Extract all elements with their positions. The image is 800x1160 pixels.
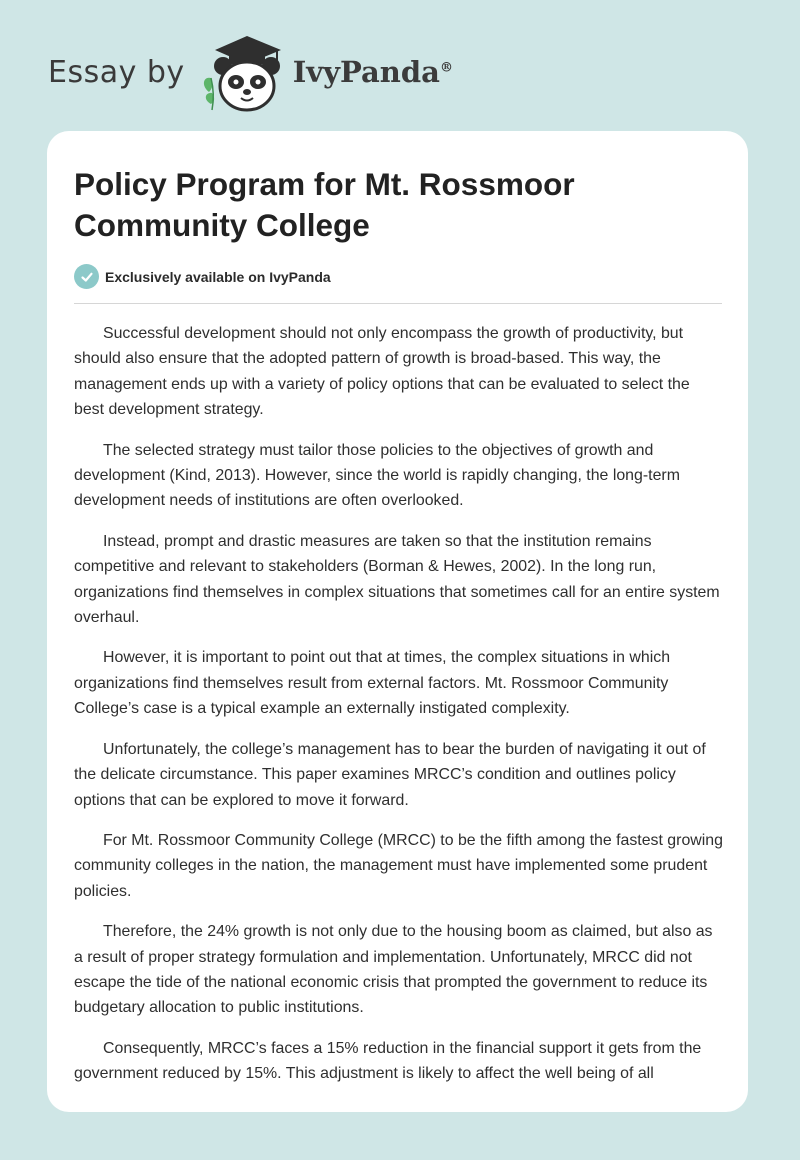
paragraph: Therefore, the 24% growth is not only due to the housing boom as claimed, but also as a result of proper strategy formulation and implementation. Unfortunately, MRCC did not escape the tide of the national economic crisis that prompted the government to reduce its budgetary allocation to public institutions.	[74, 923, 713, 1017]
paragraph: Unfortunately, the college’s management has to bear the burden of navigating it out of the delicate circumstance. This paper examines MRCC’s condition and outlines policy options that can be explored to move it forward.	[74, 740, 706, 809]
exclusive-badge	[74, 264, 331, 289]
essay-body	[74, 321, 724, 1102]
checkmark-icon	[74, 264, 99, 289]
page-title: Policy Program for Mt. Rossmoor Community College	[74, 166, 575, 243]
essay-card	[47, 131, 748, 1112]
paragraph: For Mt. Rossmoor Community College (MRCC) to be the fifth among the fastest growing community colleges in the nation, the management must have implemented some prudent policies.	[74, 831, 723, 900]
site-header	[48, 30, 453, 114]
paragraph: Consequently, MRCC’s faces a 15% reduction in the financial support it gets from the government reduced by 15%. This adjustment is likely to affect the well being of all	[74, 1039, 702, 1083]
paragraph: However, it is important to point out that at times, the complex situations in which organizations find themselves result from external factors. Mt. Rossmoor Community College’s case is a typical example an externally instigated complexity.	[74, 649, 671, 718]
divider	[74, 303, 722, 304]
paragraph: Successful development should not only encompass the growth of productivity, but should also ensure that the adopted pattern of growth is broad-based. This way, the management ends up with a variety of policy options that can be evaluated to select the best development strategy.	[74, 325, 690, 419]
ivypanda-logo-icon[interactable]	[199, 30, 289, 114]
exclusive-label: Exclusively available on IvyPanda	[105, 268, 331, 285]
paragraph: Instead, prompt and drastic measures are taken so that the institution remains competitive and relevant to stakeholders (Borman & Hewes, 2002). In the long run, organizations find themselves in complex situations that sometimes call for an entire system overhaul.	[74, 532, 720, 627]
essay-by-label: Essay by	[48, 54, 185, 90]
registered-mark: ®	[439, 60, 453, 76]
brand-text: IvyPanda	[292, 55, 440, 89]
brand-name	[293, 55, 453, 89]
paragraph: The selected strategy must tailor those policies to the objectives of growth and development (Kind, 2013). However, since the world is rapidly changing, the long-term development needs of institutions are often overlooked.	[74, 441, 680, 510]
